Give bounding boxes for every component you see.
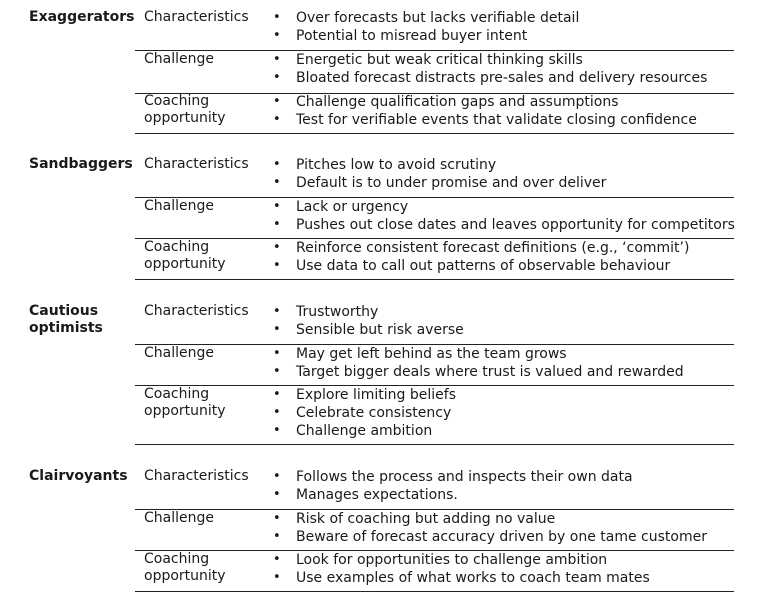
row-label: Coaching opportunity [144, 386, 226, 419]
bullet-item: • Challenge ambition [273, 422, 456, 440]
bullet-item: • Potential to misread buyer intent [273, 27, 579, 45]
row-coaching-opportunity [135, 551, 734, 592]
bullet-item: • Celebrate consistency [273, 404, 456, 422]
bullet-list [273, 156, 606, 192]
bullet-list [273, 239, 689, 275]
row-label: Characteristics [144, 156, 249, 172]
bullet-list [273, 93, 697, 129]
row-characteristics [135, 303, 734, 345]
bullet-item: • Lack or urgency [273, 198, 735, 216]
bullet-item: • Energetic but weak critical thinking skills [273, 51, 707, 69]
row-label: Challenge [144, 345, 214, 361]
bullet-list [273, 198, 735, 234]
bullet-item: • Look for opportunities to challenge ambition [273, 551, 650, 569]
bullet-list [273, 9, 579, 45]
persona-name: Clairvoyants [29, 468, 128, 484]
row-coaching-opportunity [135, 93, 734, 134]
bullet-item: • Default is to under promise and over deliver [273, 174, 606, 192]
bullet-list [273, 468, 633, 504]
bullet-item: • Test for verifiable events that validate closing confidence [273, 111, 697, 129]
bullet-item: • Manages expectations. [273, 486, 633, 504]
row-label: Coaching opportunity [144, 93, 226, 126]
bullet-list [273, 386, 456, 440]
bullet-item: • May get left behind as the team grows [273, 345, 684, 363]
row-characteristics [135, 468, 734, 510]
row-characteristics [135, 156, 734, 198]
bullet-list [273, 303, 464, 339]
bullet-item: • Pitches low to avoid scrutiny [273, 156, 606, 174]
bullet-item: • Target bigger deals where trust is valued and rewarded [273, 363, 684, 381]
bullet-item: • Over forecasts but lacks verifiable detail [273, 9, 579, 27]
row-coaching-opportunity [135, 386, 734, 445]
row-label: Characteristics [144, 9, 249, 25]
row-challenge [135, 345, 734, 386]
persona-name: Exaggerators [29, 9, 135, 25]
row-label: Challenge [144, 51, 214, 67]
bullet-item: • Beware of forecast accuracy driven by one tame customer [273, 528, 707, 546]
bullet-list [273, 551, 650, 587]
bullet-item: • Use data to call out patterns of observable behaviour [273, 257, 689, 275]
bullet-list [273, 345, 684, 381]
row-label: Characteristics [144, 468, 249, 484]
row-characteristics [135, 9, 734, 51]
bullet-item: • Sensible but risk averse [273, 321, 464, 339]
row-label: Coaching opportunity [144, 551, 226, 584]
persona-name: Cautious optimists [29, 303, 103, 336]
row-challenge [135, 510, 734, 551]
bullet-list [273, 510, 707, 546]
row-challenge [135, 198, 734, 239]
bullet-item: • Challenge qualification gaps and assumptions [273, 93, 697, 111]
bullet-item: • Pushes out close dates and leaves opportunity for competitors [273, 216, 735, 234]
bullet-item: • Reinforce consistent forecast definitions (e.g., ‘commit’) [273, 239, 689, 257]
bullet-item: • Risk of coaching but adding no value [273, 510, 707, 528]
bullet-list [273, 51, 707, 87]
row-label: Coaching opportunity [144, 239, 226, 272]
persona-name: Sandbaggers [29, 156, 133, 172]
bullet-item: • Bloated forecast distracts pre-sales and delivery resources [273, 69, 707, 87]
bullet-item: • Trustworthy [273, 303, 464, 321]
row-label: Characteristics [144, 303, 249, 319]
bullet-item: • Follows the process and inspects their own data [273, 468, 633, 486]
row-label: Challenge [144, 198, 214, 214]
row-challenge [135, 51, 734, 94]
bullet-item: • Use examples of what works to coach team mates [273, 569, 650, 587]
row-coaching-opportunity [135, 239, 734, 280]
row-label: Challenge [144, 510, 214, 526]
bullet-item: • Explore limiting beliefs [273, 386, 456, 404]
